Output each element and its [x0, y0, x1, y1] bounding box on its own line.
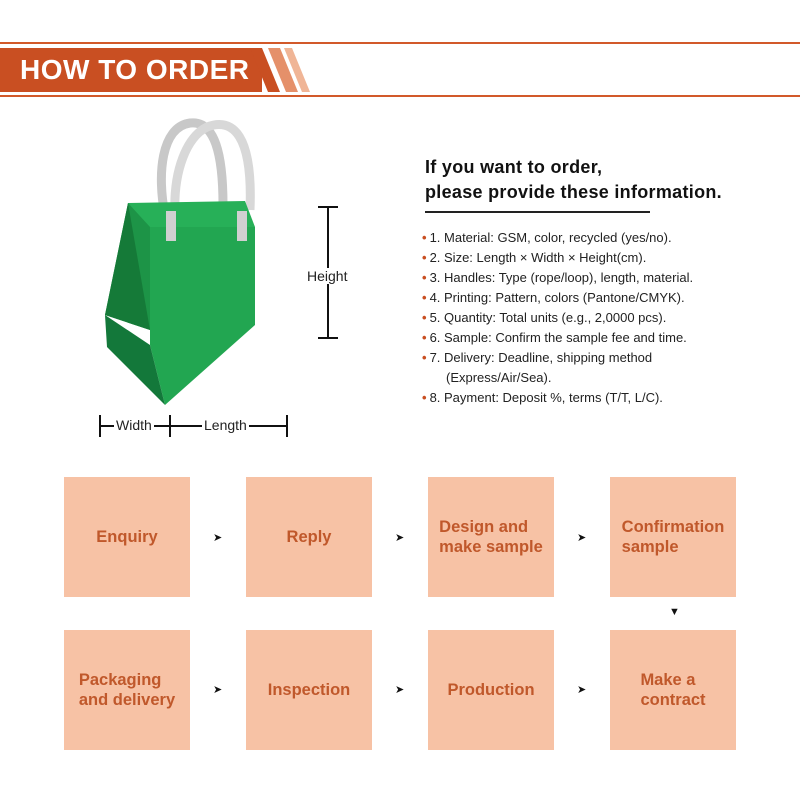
arrow-down-icon: ▼ — [669, 606, 680, 618]
step-label: Design and make sample — [439, 518, 543, 556]
intro-line-1: If you want to order, — [425, 157, 603, 177]
requirement-item — [422, 228, 792, 248]
step-label: Reply — [286, 528, 332, 546]
bullet-icon: • — [422, 230, 427, 245]
bullet-icon: • — [422, 390, 427, 405]
requirement-item — [422, 248, 792, 268]
step-production — [428, 630, 554, 750]
arrow-right-icon: ➤ — [577, 532, 587, 544]
step-reply — [246, 477, 372, 597]
bullet-icon: • — [422, 350, 427, 365]
step-enquiry — [64, 477, 190, 597]
height-label: Height — [307, 268, 348, 284]
step-design-and-make-sample — [428, 477, 554, 597]
intro-line-2: please provide these information. — [425, 182, 722, 202]
step-make-a-contract — [610, 630, 736, 750]
requirement-text: 7. Delivery: Deadline, shipping method — [429, 350, 653, 365]
header-top-rule — [0, 42, 800, 44]
requirement-text: (Express/Air/Sea). — [446, 370, 552, 385]
requirement-item — [422, 308, 792, 328]
step-label: Confirmation sample — [621, 518, 725, 556]
arrow-right-icon: ➤ — [395, 684, 405, 696]
step-confirmation-sample — [610, 477, 736, 597]
requirement-item — [422, 288, 792, 308]
header-bottom-rule — [0, 95, 800, 97]
requirement-text: 6. Sample: Confirm the sample fee and time. — [429, 330, 687, 345]
requirement-text: 8. Payment: Deposit %, terms (T/T, L/C). — [429, 390, 663, 405]
step-label: Enquiry — [96, 528, 158, 546]
bullet-icon: • — [422, 330, 427, 345]
requirements-list — [422, 228, 792, 408]
arrow-right-icon: ➤ — [213, 532, 223, 544]
step-label: Production — [447, 681, 535, 699]
green-bag-image — [95, 115, 295, 415]
page-title: HOW TO ORDER — [20, 54, 250, 85]
bullet-icon: • — [422, 290, 427, 305]
step-label: Inspection — [267, 681, 351, 699]
bullet-icon: • — [422, 270, 427, 285]
banner-stripes-decoration — [250, 48, 310, 92]
bullet-icon: • — [422, 310, 427, 325]
requirement-item — [422, 388, 792, 408]
requirement-item-continued — [422, 368, 792, 388]
requirement-text: 1. Material: GSM, color, recycled (yes/no). — [429, 230, 672, 245]
intro-underline — [425, 211, 650, 213]
arrow-right-icon: ➤ — [395, 532, 405, 544]
requirement-item — [422, 268, 792, 288]
requirement-item — [422, 328, 792, 348]
step-inspection — [246, 630, 372, 750]
order-intro — [425, 155, 722, 205]
width-label: Width — [116, 417, 152, 433]
arrow-right-icon: ➤ — [213, 684, 223, 696]
step-label: Packaging and delivery — [78, 671, 176, 709]
bullet-icon: • — [422, 250, 427, 265]
requirement-text: 2. Size: Length × Width × Height(cm). — [429, 250, 647, 265]
step-label: Make a contract — [640, 671, 706, 709]
requirement-text: 4. Printing: Pattern, colors (Pantone/CMYK). — [429, 290, 685, 305]
requirement-text: 3. Handles: Type (rope/loop), length, material. — [429, 270, 694, 285]
requirement-text: 5. Quantity: Total units (e.g., 2,0000 pcs). — [429, 310, 667, 325]
requirement-item — [422, 348, 792, 368]
step-packaging-and-delivery — [64, 630, 190, 750]
length-label: Length — [204, 417, 247, 433]
arrow-right-icon: ➤ — [577, 684, 587, 696]
